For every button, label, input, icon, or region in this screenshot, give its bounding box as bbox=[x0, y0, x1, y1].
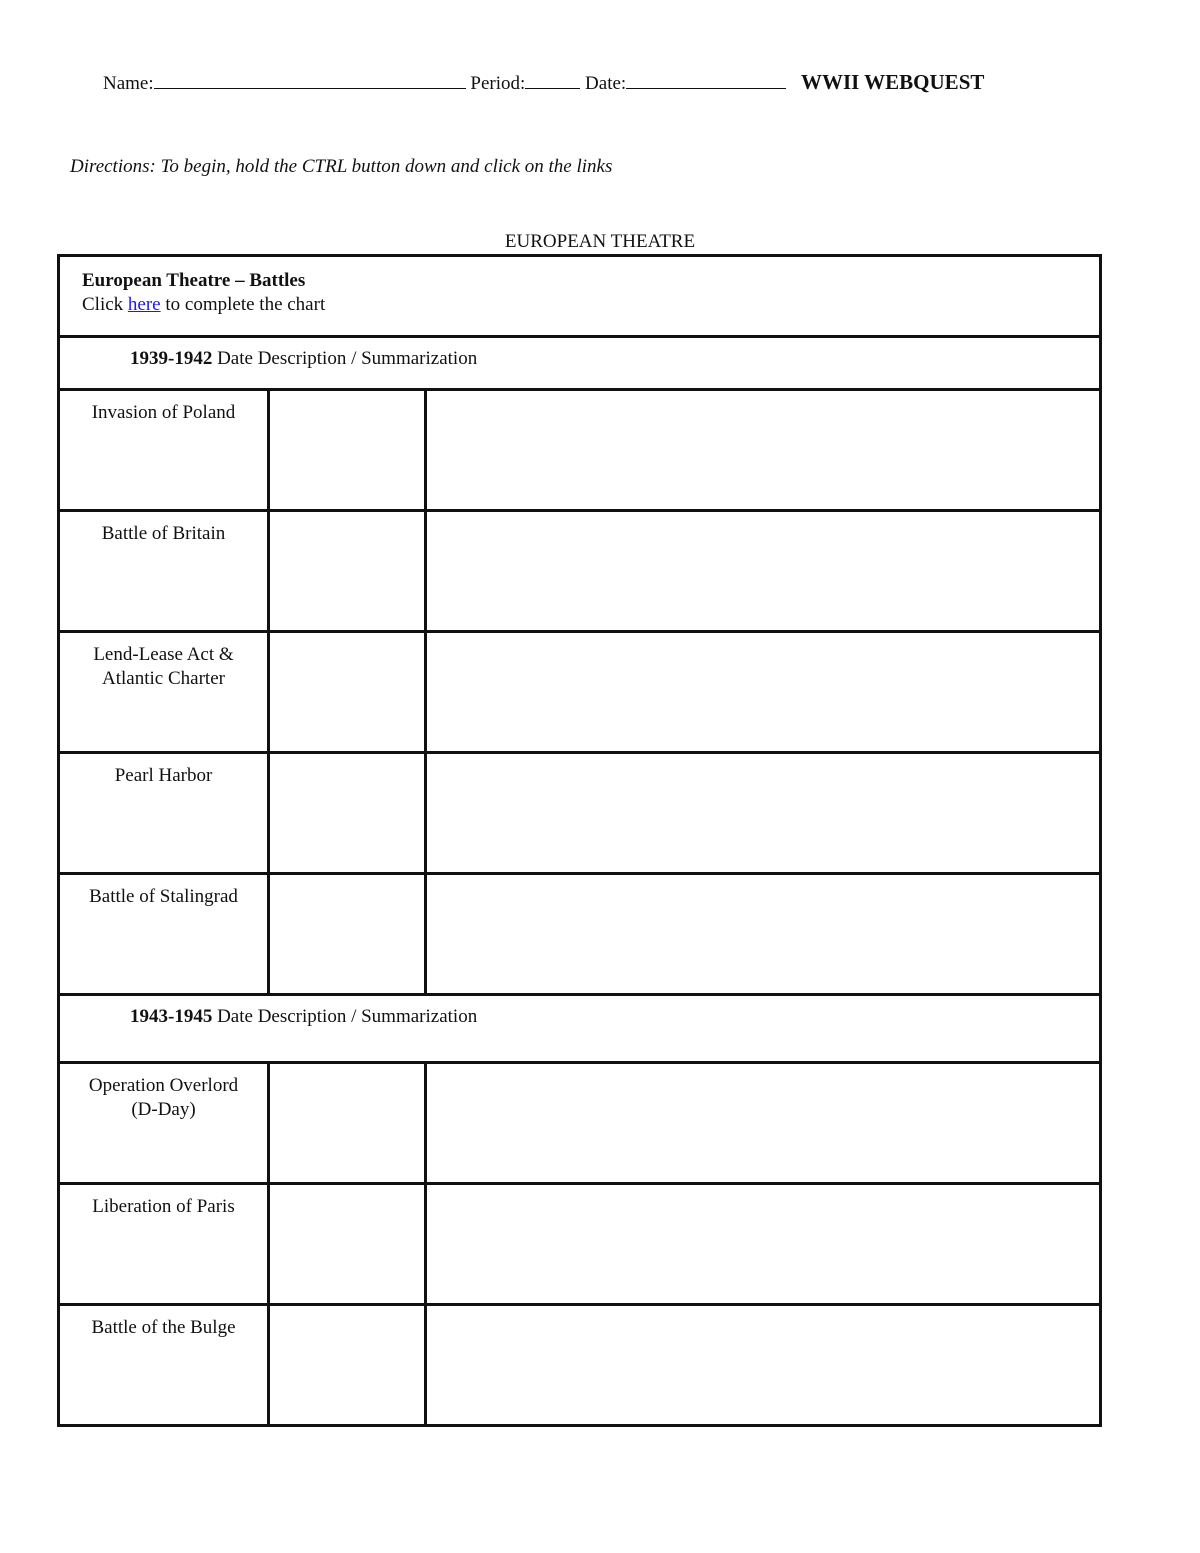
date-cell[interactable] bbox=[269, 511, 426, 632]
worksheet-header bbox=[103, 70, 984, 95]
event-name: Battle of Stalingrad bbox=[89, 886, 238, 907]
event-cell bbox=[59, 874, 269, 995]
event-name: Liberation of Paris bbox=[92, 1196, 235, 1217]
summary-cell[interactable] bbox=[426, 511, 1101, 632]
event-name: Battle of the Bulge bbox=[91, 1317, 236, 1338]
summary-cell[interactable] bbox=[426, 390, 1101, 511]
summary-cell[interactable] bbox=[426, 1305, 1101, 1426]
page-title: WWII WEBQUEST bbox=[800, 70, 985, 94]
event-name: Lend-Lease Act & Atlantic Charter bbox=[93, 644, 234, 689]
period-cell bbox=[59, 337, 1101, 390]
event-cell bbox=[59, 632, 269, 753]
period-years: 1943-1945 bbox=[130, 1006, 213, 1027]
here-link[interactable]: here bbox=[127, 294, 161, 315]
period-row bbox=[59, 337, 1101, 390]
period-cell bbox=[59, 995, 1101, 1063]
table-row bbox=[59, 1063, 1101, 1184]
directions-text: Directions: To begin, hold the CTRL button down and click on the links bbox=[70, 156, 613, 177]
period-columns-label: Date Description / Summarization bbox=[217, 1006, 478, 1027]
table-heading: European Theatre – Battles bbox=[82, 270, 306, 291]
table-row bbox=[59, 632, 1101, 753]
summary-cell[interactable] bbox=[426, 1184, 1101, 1305]
table-header-cell bbox=[59, 256, 1101, 337]
date-blank bbox=[626, 71, 786, 89]
summary-cell[interactable] bbox=[426, 1063, 1101, 1184]
event-cell bbox=[59, 511, 269, 632]
date-cell[interactable] bbox=[269, 753, 426, 874]
table-header-row bbox=[59, 256, 1101, 337]
name-label: Name: bbox=[103, 73, 154, 94]
period-blank bbox=[525, 71, 580, 89]
event-cell bbox=[59, 1305, 269, 1426]
table-row bbox=[59, 753, 1101, 874]
date-label: Date: bbox=[585, 73, 627, 94]
event-name: Invasion of Poland bbox=[91, 402, 236, 423]
battles-table bbox=[57, 254, 1102, 1427]
period-label: Period: bbox=[470, 73, 526, 94]
event-name: Pearl Harbor bbox=[114, 765, 213, 786]
table-row bbox=[59, 511, 1101, 632]
period-columns-label: Date Description / Summarization bbox=[217, 348, 478, 369]
click-prefix: Click bbox=[82, 294, 124, 315]
summary-cell[interactable] bbox=[426, 874, 1101, 995]
summary-cell[interactable] bbox=[426, 632, 1101, 753]
table-row bbox=[59, 390, 1101, 511]
event-cell bbox=[59, 753, 269, 874]
section-title: EUROPEAN THEATRE bbox=[504, 231, 696, 252]
date-cell[interactable] bbox=[269, 390, 426, 511]
summary-cell[interactable] bbox=[426, 753, 1101, 874]
date-cell[interactable] bbox=[269, 1184, 426, 1305]
event-name: Battle of Britain bbox=[101, 523, 226, 544]
table-row bbox=[59, 874, 1101, 995]
date-cell[interactable] bbox=[269, 632, 426, 753]
click-suffix: to complete the chart bbox=[165, 294, 326, 315]
event-cell bbox=[59, 1184, 269, 1305]
event-name: Operation Overlord (D-Day) bbox=[88, 1075, 239, 1120]
period-row bbox=[59, 995, 1101, 1063]
table-row bbox=[59, 1184, 1101, 1305]
period-years: 1939-1942 bbox=[130, 348, 213, 369]
event-cell bbox=[59, 390, 269, 511]
date-cell[interactable] bbox=[269, 874, 426, 995]
table-row bbox=[59, 1305, 1101, 1426]
date-cell[interactable] bbox=[269, 1063, 426, 1184]
name-blank bbox=[154, 71, 466, 89]
event-cell bbox=[59, 1063, 269, 1184]
date-cell[interactable] bbox=[269, 1305, 426, 1426]
